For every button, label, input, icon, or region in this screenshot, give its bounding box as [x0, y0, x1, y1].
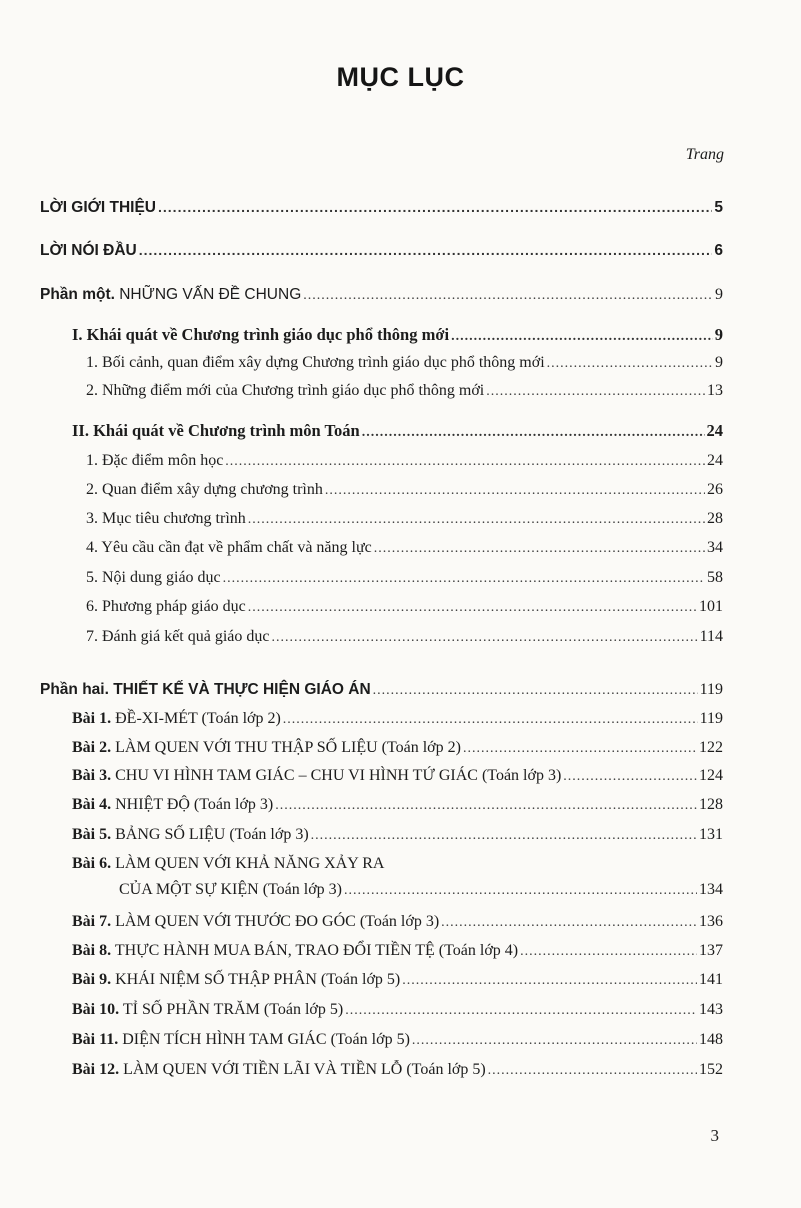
- toc-lesson[interactable]: Bài 3. CHU VI HÌNH TAM GIÁC – CHU VI HÌNH TỨ GIÁC (Toán lớp 3) ..... 124: [0, 766, 723, 787]
- page-title: MỤC LỤC: [336, 62, 465, 92]
- toc-item[interactable]: 2. Quan điểm xây dựng chương trình ..... 26: [0, 480, 723, 501]
- toc-item[interactable]: 1. Đặc điểm môn học ..... 24: [0, 451, 723, 472]
- toc-lesson[interactable]: Bài 2. LÀM QUEN VỚI THU THẬP SỐ LIỆU (Toán lớp 2) ..... 122: [0, 738, 723, 759]
- toc-section[interactable]: I. Khái quát về Chương trình giáo dục phổ thông mới ..... 9: [0, 325, 723, 347]
- toc-lesson[interactable]: Bài 8. THỰC HÀNH MUA BÁN, TRAO ĐỔI TIỀN TỆ (Toán lớp 4) ..... 137: [0, 941, 723, 962]
- toc-lesson[interactable]: Bài 9. KHÁI NIỆM SỐ THẬP PHÂN (Toán lớp 5) ..... 141: [0, 970, 723, 991]
- toc-item[interactable]: 2. Những điểm mới của Chương trình giáo dục phổ thông mới ..... 13: [0, 381, 723, 402]
- toc-lesson[interactable]: Bài 10. TỈ SỐ PHẦN TRĂM (Toán lớp 5) ..... 143: [0, 1000, 723, 1021]
- toc-entry[interactable]: LỜI GIỚI THIỆU ..... 5: [0, 197, 723, 218]
- toc-item[interactable]: 4. Yêu cầu cần đạt về phẩm chất và năng lực ..... 34: [0, 538, 723, 559]
- toc-lesson[interactable]: Bài 11. DIỆN TÍCH HÌNH TAM GIÁC (Toán lớp 5) ..... 148: [0, 1030, 723, 1051]
- toc-lesson[interactable]: Bài 1. ĐỀ-XI-MÉT (Toán lớp 2) ..... 119: [0, 709, 723, 730]
- toc-lesson[interactable]: Bài 6. LÀM QUEN VỚI KHẢ NĂNG XẢY RA: [72, 855, 385, 872]
- toc-section[interactable]: II. Khái quát về Chương trình môn Toán ..... 24: [0, 421, 723, 443]
- toc-lesson[interactable]: Bài 5. BẢNG SỐ LIỆU (Toán lớp 3) ..... 131: [0, 825, 723, 846]
- toc-item[interactable]: 5. Nội dung giáo dục ..... 58: [0, 568, 723, 589]
- toc-entry[interactable]: LỜI NÓI ĐẦU ..... 6: [0, 240, 723, 261]
- toc-lesson-continuation[interactable]: CỦA MỘT SỰ KIỆN (Toán lớp 3) ..... 134: [0, 880, 723, 901]
- page-column-label: Trang: [685, 146, 724, 163]
- page-number: 3: [710, 1126, 719, 1145]
- toc-item[interactable]: 6. Phương pháp giáo dục ..... 101: [0, 597, 723, 618]
- toc-lesson[interactable]: Bài 7. LÀM QUEN VỚI THƯỚC ĐO GÓC (Toán lớp 3) ..... 136: [0, 912, 723, 933]
- toc-item[interactable]: 3. Mục tiêu chương trình ..... 28: [0, 509, 723, 530]
- toc-lesson[interactable]: Bài 12. LÀM QUEN VỚI TIỀN LÃI VÀ TIỀN LỖ (Toán lớp 5) ..... 152: [0, 1060, 723, 1081]
- toc-part-one[interactable]: Phần một. NHỮNG VẤN ĐỀ CHUNG ..... 9: [0, 285, 723, 306]
- toc-lesson[interactable]: Bài 4. NHIỆT ĐỘ (Toán lớp 3) ..... 128: [0, 795, 723, 816]
- toc-item[interactable]: 7. Đánh giá kết quả giáo dục ..... 114: [0, 627, 723, 648]
- toc-item[interactable]: 1. Bối cảnh, quan điểm xây dựng Chương trình giáo dục phổ thông mới ..... 9: [0, 353, 723, 374]
- toc-part-two[interactable]: Phần hai. THIẾT KẾ VÀ THỰC HIỆN GIÁO ÁN ..... 119: [0, 680, 723, 701]
